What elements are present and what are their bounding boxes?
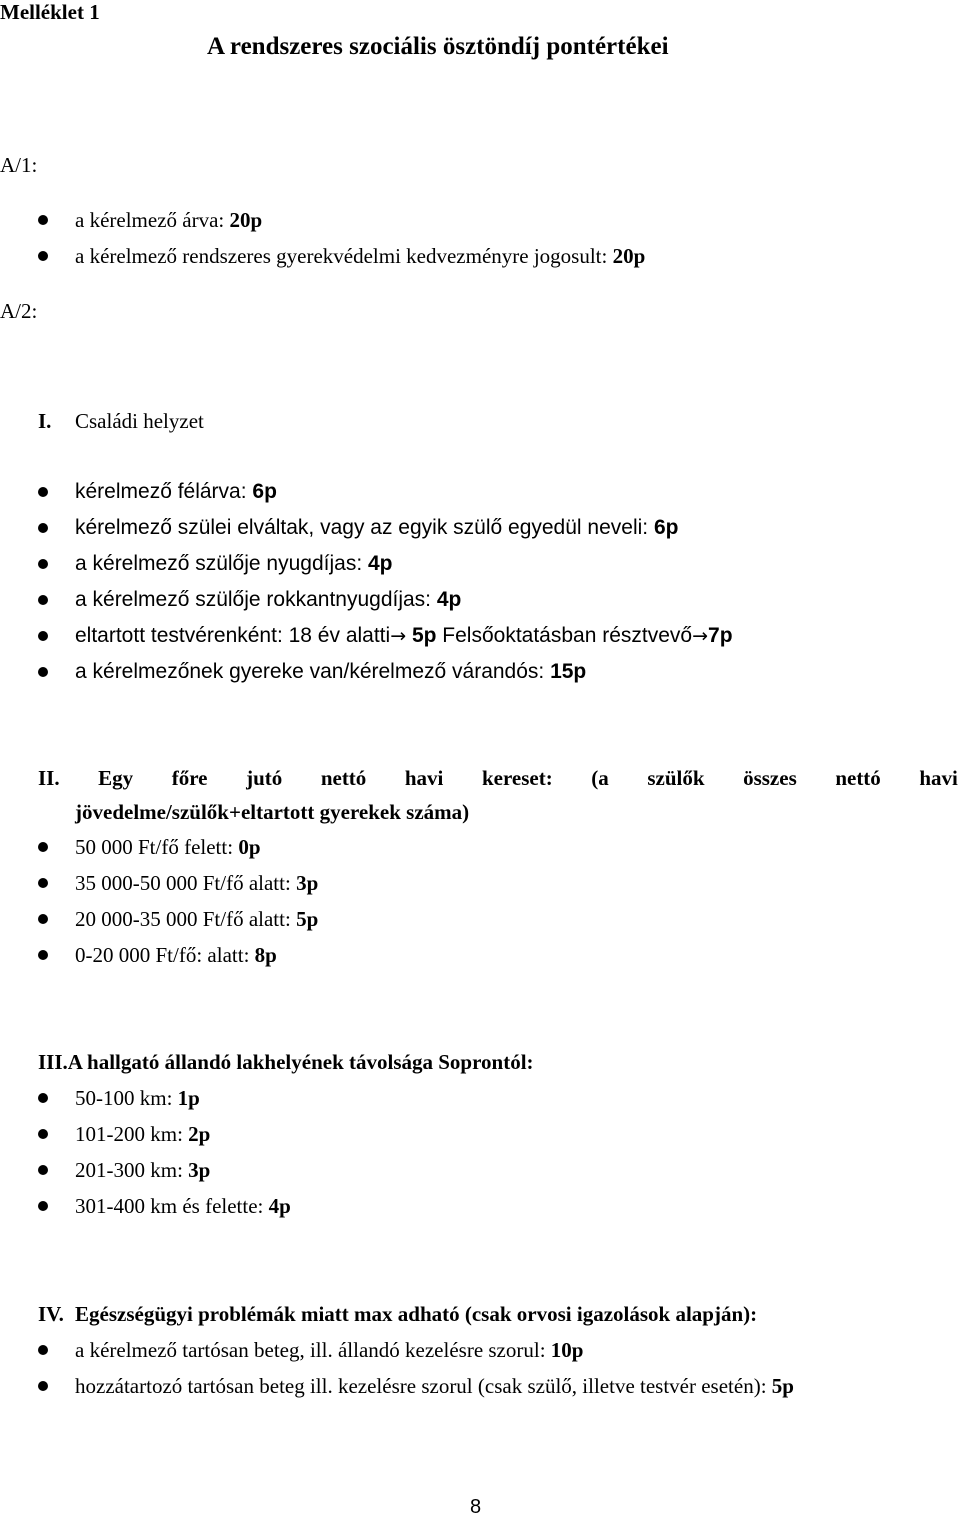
section-4-number: IV. bbox=[38, 1302, 64, 1326]
section-4-title: Egészségügyi problémák miatt max adható (csak orvosi igazolások alapján): bbox=[75, 1302, 758, 1326]
section-2-heading: II. Egy főre jutó nettó havi kereset: (a szülők összes nettó havi bbox=[38, 766, 958, 790]
section-3-number: III. bbox=[38, 1050, 68, 1074]
list-item: 201-300 km: 3p bbox=[38, 1152, 291, 1188]
section-4-list bbox=[38, 1332, 794, 1404]
bullet-icon bbox=[38, 1093, 48, 1103]
bullet-icon bbox=[38, 523, 48, 533]
list-item: 35 000-50 000 Ft/fő alatt: 3p bbox=[38, 865, 318, 901]
section-1-heading bbox=[38, 409, 204, 434]
section-1-list bbox=[38, 474, 733, 690]
bullet-icon bbox=[38, 914, 48, 924]
arrow-right-icon: → bbox=[390, 625, 407, 647]
section-1-title: Családi helyzet bbox=[75, 409, 204, 433]
bullet-icon bbox=[38, 1129, 48, 1139]
list-item: 101-200 km: 2p bbox=[38, 1116, 291, 1152]
bullet-icon bbox=[38, 1381, 48, 1391]
list-item: a kérelmező szülője nyugdíjas: 4p bbox=[38, 546, 733, 582]
bullet-icon bbox=[38, 559, 48, 569]
section-4-heading bbox=[38, 1302, 757, 1327]
bullet-icon bbox=[38, 842, 48, 852]
list-item: hozzátartozó tartósan beteg ill. kezelésre szorul (csak szülő, illetve testvér esetén): 5p bbox=[38, 1368, 794, 1404]
list-item: kérelmező szülei elváltak, vagy az egyik szülő egyedül neveli: 6p bbox=[38, 510, 733, 546]
list-item: 301-400 km és felette: 4p bbox=[38, 1188, 291, 1224]
attachment-label: Melléklet 1 bbox=[0, 0, 100, 24]
section-2-list bbox=[38, 829, 318, 973]
bullet-icon bbox=[38, 1165, 48, 1175]
bullet-icon bbox=[38, 878, 48, 888]
section-a2-label: A/2: bbox=[0, 299, 38, 323]
section-2-number: II. bbox=[38, 766, 60, 790]
page-title: A rendszeres szociális ösztöndíj pontértékei bbox=[207, 33, 669, 60]
list-item: a kérelmező rendszeres gyerekvédelmi kedvezményre jogosult: 20p bbox=[38, 238, 645, 274]
list-item: a kérelmező árva: 20p bbox=[38, 202, 645, 238]
section-3-list bbox=[38, 1080, 291, 1224]
bullet-icon bbox=[38, 251, 48, 261]
arrow-right-icon: → bbox=[692, 625, 709, 647]
list-item: eltartott testvérenként: 18 év alatti→ 5p Felsőoktatásban résztvevő→7p bbox=[38, 618, 733, 654]
section-a1-list bbox=[38, 202, 645, 274]
section-2-heading-line2: jövedelme/szülők+eltartott gyerekek száma) bbox=[75, 800, 470, 824]
bullet-icon bbox=[38, 1345, 48, 1355]
section-1-number: I. bbox=[38, 409, 52, 433]
bullet-icon bbox=[38, 1201, 48, 1211]
section-3-title: A hallgató állandó lakhelyének távolsága Soprontól: bbox=[67, 1050, 534, 1074]
list-item: 50-100 km: 1p bbox=[38, 1080, 291, 1116]
bullet-icon bbox=[38, 215, 48, 225]
list-item: 0-20 000 Ft/fő: alatt: 8p bbox=[38, 937, 318, 973]
page-number: 8 bbox=[470, 1496, 482, 1518]
bullet-icon bbox=[38, 487, 48, 497]
list-item: 50 000 Ft/fő felett: 0p bbox=[38, 829, 318, 865]
bullet-icon bbox=[38, 950, 48, 960]
bullet-icon bbox=[38, 631, 48, 641]
list-item: a kérelmező szülője rokkantnyugdíjas: 4p bbox=[38, 582, 733, 618]
section-3-heading bbox=[38, 1050, 534, 1075]
list-item: a kérelmezőnek gyereke van/kérelmező várandós: 15p bbox=[38, 654, 733, 690]
section-a1-label: A/1: bbox=[0, 153, 38, 177]
list-item: a kérelmező tartósan beteg, ill. állandó kezelésre szorul: 10p bbox=[38, 1332, 794, 1368]
list-item: kérelmező félárva: 6p bbox=[38, 474, 733, 510]
list-item: 20 000-35 000 Ft/fő alatt: 5p bbox=[38, 901, 318, 937]
bullet-icon bbox=[38, 595, 48, 605]
bullet-icon bbox=[38, 667, 48, 677]
